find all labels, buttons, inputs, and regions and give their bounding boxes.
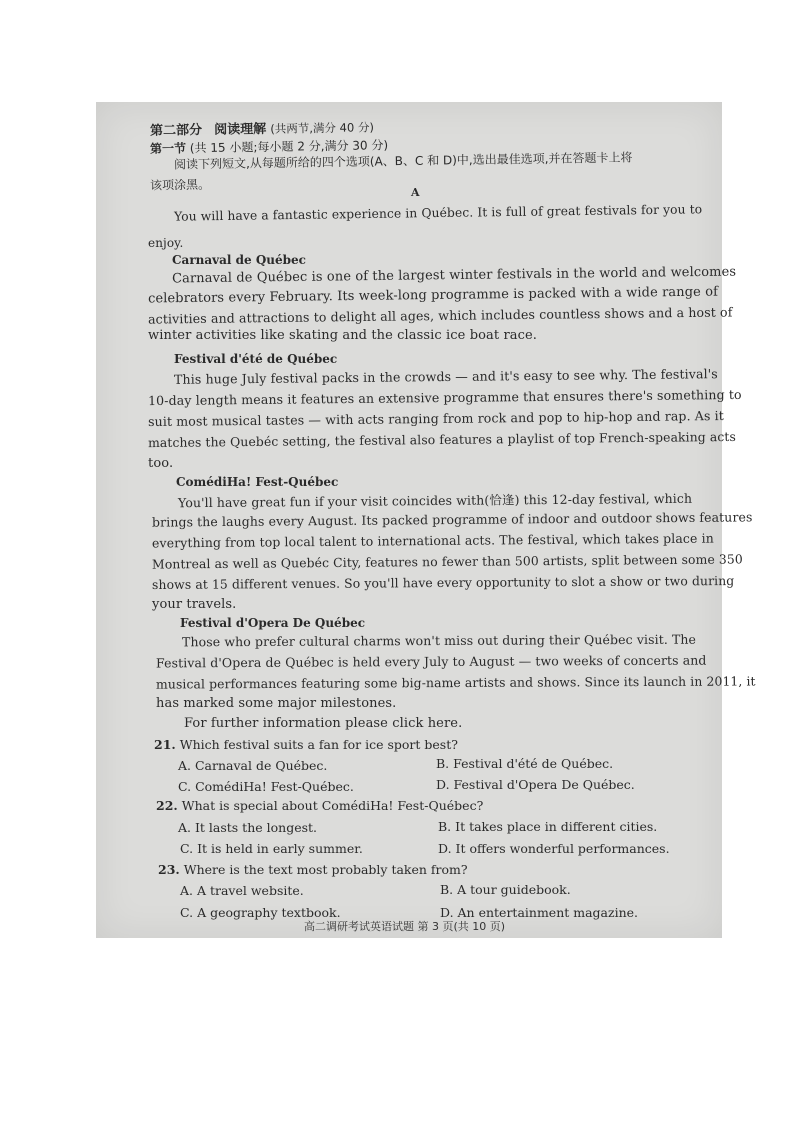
question-text: Where is the text most probably taken from?	[183, 862, 468, 877]
section-note: (共 15 小题;每小题 2 分,满分 30 分)	[189, 138, 389, 156]
intro-line-1: You will have a fantastic experience in Québec. It is full of great festivals for you to	[173, 202, 703, 224]
comediha-line-5: shows at 15 different venues. So you'll have every opportunity to slot a show or two during	[151, 572, 735, 593]
ete-line-2: 10-day length means it features an extensive programme that ensures there's something to	[147, 386, 742, 409]
carnaval-line-2: celebrators every February. Its week-long programme is packed with a wide range of	[147, 284, 719, 307]
exam-page	[96, 102, 756, 938]
carnaval-line-4: winter activities like skating and the classic ice boat race.	[148, 328, 538, 343]
instruction-line-2: 该项涂黑。	[149, 177, 211, 193]
ete-line-3: suit most musical tastes — with acts ranging from rock and pop to hip-hop and rap. As it	[147, 407, 724, 430]
opera-line-3: musical performances featuring some big-name artists and shows. Since its launch in 2011, it	[155, 673, 756, 692]
part-heading	[150, 116, 374, 139]
q21-option-c: C. ComédiHa! Fest-Québec.	[178, 779, 354, 794]
section-title: 第一节	[149, 141, 187, 156]
intro-line-2: enjoy.	[148, 236, 184, 250]
q22-option-b: B. It takes place in different cities.	[438, 819, 658, 834]
comediha-line-2: brings the laughs every August. Its packed programme of indoor and outdoor shows features	[151, 509, 753, 530]
q23-option-c: C. A geography textbook.	[180, 905, 341, 920]
q23-option-d: D. An entertainment magazine.	[440, 905, 639, 920]
carnaval-line-1: Carnaval de Québec is one of the largest winter festivals in the world and welcomes	[171, 264, 737, 287]
section-heading-comediha: ComédiHa! Fest-Québec	[176, 475, 339, 489]
q23-option-a: A. A travel website.	[180, 883, 304, 898]
page-footer: 高二调研考试英语试题 第 3 页(共 10 页)	[304, 920, 506, 933]
opera-line-4: has marked some major milestones.	[156, 696, 397, 711]
question-21	[154, 737, 458, 752]
question-number: 23.	[158, 862, 180, 877]
ete-line-1: This huge July festival packs in the crowds — and it's easy to see why. The festival's	[173, 366, 718, 387]
q21-option-b: B. Festival d'été de Québec.	[436, 756, 614, 771]
section-heading-opera: Festival d'Opera De Québec	[180, 616, 366, 630]
comediha-line-3: everything from top local talent to international acts. The festival, which takes place in	[151, 530, 714, 551]
part-name: 阅读理解	[214, 121, 267, 138]
footer-strip	[96, 916, 722, 938]
question-text: What is special about ComédiHa! Fest-Québec?	[181, 798, 484, 813]
passage-label: A	[411, 186, 420, 199]
q23-option-b: B. A tour guidebook.	[440, 882, 571, 897]
instruction-line-1: 阅读下列短文,从每题所给的四个选项(A、B、C 和 D)中,选出最佳选项,并在答题卡上将	[173, 150, 633, 172]
question-number: 22.	[156, 798, 178, 813]
opera-line-1: Those who prefer cultural charms won't miss out during their Québec visit. The	[181, 631, 697, 650]
carnaval-line-3: activities and attractions to delight all ages, which includes countless shows and a host of	[147, 304, 733, 327]
q22-option-c: C. It is held in early summer.	[180, 841, 363, 856]
q22-option-a: A. It lasts the longest.	[178, 820, 318, 835]
comediha-line-6: your travels.	[152, 597, 237, 612]
question-23	[158, 862, 468, 877]
question-22	[156, 798, 483, 813]
q21-option-a: A. Carnaval de Québec.	[178, 758, 328, 773]
question-text: Which festival suits a fan for ice sport best?	[179, 737, 458, 752]
q21-option-d: D. Festival d'Opera De Québec.	[436, 777, 635, 792]
opera-line-2: Festival d'Opera de Québec is held every July to August — two weeks of concerts and	[155, 652, 707, 671]
ete-line-4: matches the Quebéc setting, the festival also features a playlist of top French-speaking acts	[147, 428, 736, 451]
comediha-line-4: Montreal as well as Quebéc City, features no fewer than 500 artists, split between some 350	[151, 551, 743, 572]
question-number: 21.	[154, 737, 176, 752]
ete-line-5: too.	[148, 456, 174, 471]
comediha-line-1: You'll have great fun if your visit coincides with(恰逢) this 12-day festival, which	[177, 490, 693, 511]
part-note: (共两节,满分 40 分)	[270, 120, 375, 136]
closing-line: For further information please click here.	[184, 716, 463, 731]
section-heading-ete: Festival d'été de Québec	[174, 352, 338, 366]
section-heading-carnaval: Carnaval de Québec	[172, 253, 306, 267]
q22-option-d: D. It offers wonderful performances.	[438, 841, 670, 856]
part-title: 第二部分	[149, 122, 203, 139]
